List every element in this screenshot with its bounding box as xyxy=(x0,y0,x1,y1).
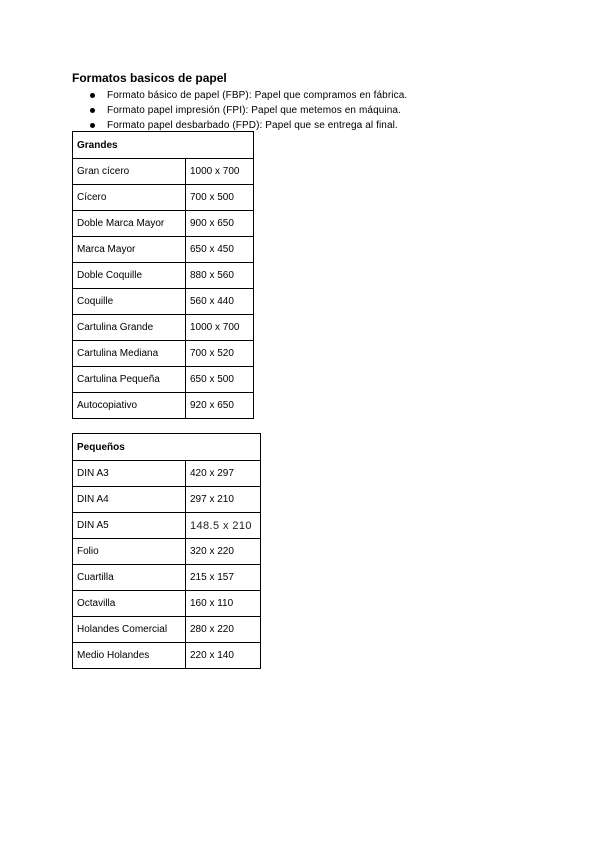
table-header-row xyxy=(73,132,254,159)
list-item-text: Formato papel impresión (FPI): Papel que metemos en máquina. xyxy=(107,105,401,116)
grandes-header: Grandes xyxy=(73,132,254,159)
format-name: DIN A5 xyxy=(73,513,186,539)
format-name: Cartulina Mediana xyxy=(73,341,186,367)
format-size: 1000 x 700 xyxy=(186,315,254,341)
table-row xyxy=(73,617,261,643)
format-size: 160 x 110 xyxy=(186,591,261,617)
document-title: Formatos basicos de papel xyxy=(72,71,227,85)
table-row xyxy=(73,539,261,565)
definitions-list xyxy=(88,88,407,133)
format-name: Medio Holandes xyxy=(73,643,186,669)
table-row xyxy=(73,461,261,487)
format-size: 920 x 650 xyxy=(186,393,254,419)
format-name: Autocopiativo xyxy=(73,393,186,419)
table-row xyxy=(73,211,254,237)
format-size: 650 x 450 xyxy=(186,237,254,263)
table-header-row xyxy=(73,434,261,461)
table-row xyxy=(73,487,261,513)
format-size: 215 x 157 xyxy=(186,565,261,591)
format-size: 297 x 210 xyxy=(186,487,261,513)
format-size: 900 x 650 xyxy=(186,211,254,237)
format-name: Doble Marca Mayor xyxy=(73,211,186,237)
bullet-icon xyxy=(90,108,95,113)
table-row xyxy=(73,393,254,419)
format-name: Cuartilla xyxy=(73,565,186,591)
format-size: 1000 x 700 xyxy=(186,159,254,185)
format-size: 700 x 500 xyxy=(186,185,254,211)
grandes-table xyxy=(72,131,254,419)
list-item-text: Formato básico de papel (FBP): Papel que compramos en fábrica. xyxy=(107,90,408,101)
format-size: 420 x 297 xyxy=(186,461,261,487)
format-size: 220 x 140 xyxy=(186,643,261,669)
table-row xyxy=(73,591,261,617)
table-row xyxy=(73,367,254,393)
format-size: 650 x 500 xyxy=(186,367,254,393)
format-name: Doble Coquille xyxy=(73,263,186,289)
format-name: Octavilla xyxy=(73,591,186,617)
format-size: 700 x 520 xyxy=(186,341,254,367)
pequenos-table xyxy=(72,433,261,669)
format-name: Holandes Comercial xyxy=(73,617,186,643)
table-row xyxy=(73,565,261,591)
format-name: Folio xyxy=(73,539,186,565)
table-row xyxy=(73,263,254,289)
list-item xyxy=(88,88,407,103)
format-size: 280 x 220 xyxy=(186,617,261,643)
format-name: DIN A3 xyxy=(73,461,186,487)
format-name: Gran cícero xyxy=(73,159,186,185)
list-item-text: Formato papel desbarbado (FPD): Papel que se entrega al final. xyxy=(107,120,398,131)
format-size: 148.5 x 210 xyxy=(186,513,261,539)
bullet-icon xyxy=(90,123,95,128)
format-name: Coquille xyxy=(73,289,186,315)
table-row xyxy=(73,341,254,367)
table-row xyxy=(73,643,261,669)
format-size: 560 x 440 xyxy=(186,289,254,315)
format-name: Cícero xyxy=(73,185,186,211)
bullet-icon xyxy=(90,93,95,98)
table-row xyxy=(73,289,254,315)
format-name: Cartulina Grande xyxy=(73,315,186,341)
format-name: Cartulina Pequeña xyxy=(73,367,186,393)
table-row xyxy=(73,185,254,211)
list-item xyxy=(88,103,407,118)
format-name: Marca Mayor xyxy=(73,237,186,263)
table-row xyxy=(73,513,261,539)
format-size: 320 x 220 xyxy=(186,539,261,565)
format-size: 880 x 560 xyxy=(186,263,254,289)
table-row xyxy=(73,159,254,185)
table-row xyxy=(73,315,254,341)
table-row xyxy=(73,237,254,263)
format-name: DIN A4 xyxy=(73,487,186,513)
pequenos-header: Pequeños xyxy=(73,434,261,461)
